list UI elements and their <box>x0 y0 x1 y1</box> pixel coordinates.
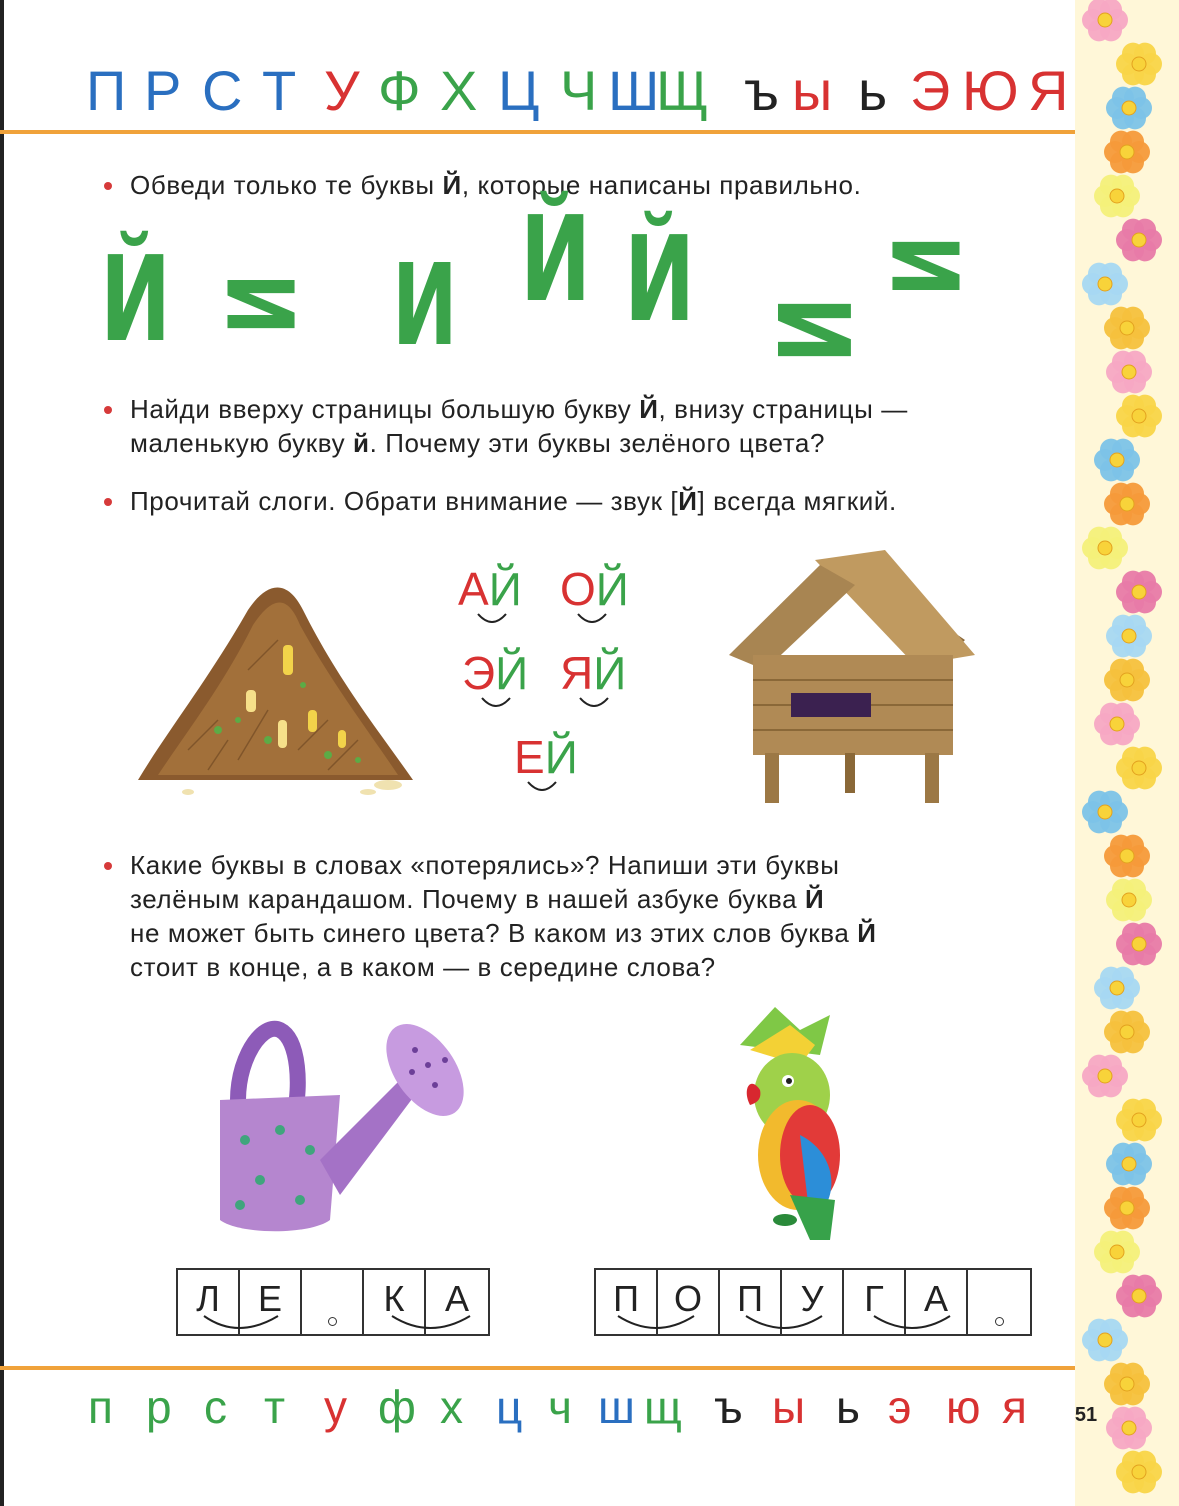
word-2-arcs <box>612 1314 1032 1336</box>
task-1-letter: Й <box>442 170 462 200</box>
task-4-line-3: не может быть синего цвета? В каком из этих слов буква <box>130 918 858 948</box>
task-2-small-letter: й <box>353 428 370 458</box>
flower-icon <box>1082 1319 1128 1362</box>
alphabet-letter: х <box>440 1381 463 1433</box>
flower-icon <box>1094 967 1140 1010</box>
flower-icon <box>1116 923 1162 966</box>
flower-icon <box>1116 747 1162 790</box>
alphabet-letter: Ч <box>560 59 598 122</box>
flower-icon <box>1106 87 1152 130</box>
flower-icon <box>1106 615 1152 658</box>
task-2-text: Найди вверху страницы большую букву <box>130 394 640 424</box>
flower-icon <box>1104 1011 1150 1054</box>
flower-icon <box>1104 1363 1150 1406</box>
alphabet-letter: Я <box>1028 59 1069 122</box>
page-number: 51 <box>1074 1404 1098 1426</box>
alphabet-letter: ь <box>858 59 888 122</box>
alphabet-letter: Ш <box>608 59 660 122</box>
word-1-arcs <box>200 1314 500 1336</box>
flower-icon <box>1106 879 1152 922</box>
flower-icon <box>1094 703 1140 746</box>
task-4 <box>104 848 1054 984</box>
task-3 <box>104 484 1054 518</box>
syllable-consonant: Й <box>488 563 522 615</box>
flower-icon <box>1104 131 1150 174</box>
syllable-1 <box>458 562 522 616</box>
page-left-edge <box>0 0 4 1506</box>
task-1-text-end: , которые написаны правильно. <box>461 170 862 200</box>
flower-icon <box>1106 1407 1152 1450</box>
letter-variant-6[interactable]: И <box>753 296 871 364</box>
alphabet-letter: ы <box>772 1381 806 1433</box>
flower-icon <box>1082 791 1128 834</box>
birdhouse-image <box>725 545 985 805</box>
bottom-alphabet <box>0 1380 1080 1450</box>
task-3-text: Прочитай слоги. Обрати внимание — звук [ <box>130 486 679 516</box>
bullet-icon <box>104 498 112 506</box>
alphabet-letter: У <box>324 59 360 122</box>
task-4-letter: Й <box>805 884 825 914</box>
letter-variant-3[interactable]: И <box>392 241 458 371</box>
flower-icon <box>1104 1187 1150 1230</box>
alphabet-letter: ч <box>548 1381 572 1433</box>
flower-icon <box>1094 175 1140 218</box>
alphabet-letter: Т <box>262 59 297 122</box>
parrot-image <box>720 1005 870 1250</box>
alphabet-letter: ъ <box>714 1381 743 1433</box>
flower-icon <box>1094 439 1140 482</box>
alphabet-letter: ъ <box>744 59 779 122</box>
flower-icon <box>1116 395 1162 438</box>
alphabet-letter: ф <box>378 1381 416 1433</box>
flower-icon <box>1094 1231 1140 1274</box>
task-2-text-mid: , внизу страницы — <box>658 394 908 424</box>
watering-can-image <box>200 1010 470 1240</box>
flower-icon <box>1106 1143 1152 1186</box>
task-2-question: . Почему эти буквы зелёного цвета? <box>369 428 826 458</box>
task-3-letter: Й <box>678 486 698 516</box>
letter-cell-text: П <box>737 1278 763 1319</box>
syllable-arcs <box>470 612 630 792</box>
flower-icon <box>1082 263 1128 306</box>
syllable-consonant: Й <box>495 647 529 699</box>
alphabet-letter: Р <box>144 59 182 122</box>
task-4-letter: Й <box>857 918 877 948</box>
alphabet-letter: ш <box>598 1381 635 1433</box>
alphabet-letter: С <box>202 59 243 122</box>
flower-icon <box>1104 307 1150 350</box>
flower-icon <box>1082 527 1128 570</box>
syllable-consonant: Й <box>544 731 578 783</box>
bullet-icon <box>104 862 112 870</box>
flower-icon <box>1104 483 1150 526</box>
flower-icon <box>1116 1275 1162 1318</box>
letter-cell-text: У <box>800 1278 824 1319</box>
letter-cell-text: П <box>613 1278 639 1319</box>
anthill-image <box>128 570 418 800</box>
syllable-vowel: Э <box>462 647 496 699</box>
flower-icon <box>1116 571 1162 614</box>
task-2 <box>104 392 1054 460</box>
bullet-icon <box>104 182 112 190</box>
alphabet-letter: ы <box>792 59 833 122</box>
letter-variant-4[interactable]: Й <box>520 190 592 328</box>
syllable-2 <box>560 562 629 616</box>
flower-icon <box>1082 0 1128 41</box>
alphabet-letter: щ <box>644 1381 682 1433</box>
alphabet-letter: т <box>264 1381 286 1433</box>
task-4-line-1: Какие буквы в словах «потерялись»? Напиши эти буквы <box>130 850 840 880</box>
task-1-text: Обведи только те буквы <box>130 170 443 200</box>
letter-cell-text: А <box>444 1278 469 1319</box>
letter-cell-text: Л <box>196 1278 220 1319</box>
bullet-icon <box>104 406 112 414</box>
bottom-divider <box>0 1366 1100 1370</box>
flower-icon <box>1104 835 1150 878</box>
letter-variant-2[interactable]: И <box>205 273 313 335</box>
syllable-vowel: Е <box>514 731 545 783</box>
flower-icon <box>1082 1055 1128 1098</box>
flower-border <box>1075 0 1179 1506</box>
syllable-consonant: Й <box>595 563 629 615</box>
flower-icon <box>1116 1451 1162 1494</box>
top-divider <box>0 130 1100 134</box>
letter-variant-7[interactable]: И <box>874 235 982 297</box>
letter-cell-text: А <box>923 1278 948 1319</box>
letter-variants <box>100 190 1020 380</box>
alphabet-letter: я <box>1002 1381 1027 1433</box>
flower-icon <box>1116 43 1162 86</box>
letter-variant-5[interactable]: Й <box>624 210 696 348</box>
task-2-big-letter: Й <box>639 394 659 424</box>
task-3-text-end: ] всегда мягкий. <box>697 486 897 516</box>
alphabet-letter: Ф <box>378 59 421 122</box>
letter-cell-text: К <box>383 1278 405 1319</box>
letter-cell-text: Е <box>257 1278 282 1319</box>
flower-icon <box>1106 351 1152 394</box>
alphabet-letter: П <box>86 59 127 122</box>
syllable-vowel: А <box>458 563 489 615</box>
alphabet-letter: с <box>204 1381 227 1433</box>
flower-icon <box>1116 1099 1162 1142</box>
alphabet-letter: у <box>324 1381 347 1433</box>
task-4-line-4: стоит в конце, а в каком — в середине слова? <box>130 952 716 982</box>
alphabet-letter: э <box>888 1381 912 1433</box>
alphabet-letter: ц <box>496 1381 523 1433</box>
alphabet-letter: ю <box>946 1381 981 1433</box>
alphabet-letter: Щ <box>656 59 709 122</box>
letter-cell-text: Г <box>864 1278 884 1319</box>
syllable-consonant: Й <box>593 647 627 699</box>
alphabet-letter: Ц <box>498 59 540 122</box>
flower-icon <box>1104 659 1150 702</box>
alphabet-letter: Э <box>910 59 951 122</box>
syllable-vowel: О <box>560 563 596 615</box>
alphabet-letter: Х <box>440 59 478 122</box>
task-4-line-2: зелёным карандашом. Почему в нашей азбуке буква <box>130 884 806 914</box>
alphabet-letter: ь <box>836 1381 860 1433</box>
flower-icon <box>1116 219 1162 262</box>
alphabet-letter: Ю <box>962 59 1019 122</box>
syllable-vowel: Я <box>560 647 594 699</box>
task-2-text-line2: маленькую букву <box>130 428 354 458</box>
letter-cell-text: О <box>673 1278 702 1319</box>
top-alphabet <box>0 58 1080 138</box>
alphabet-letter: п <box>88 1381 113 1433</box>
letter-variant-1[interactable]: Й <box>100 230 172 368</box>
alphabet-letter: р <box>146 1381 172 1433</box>
